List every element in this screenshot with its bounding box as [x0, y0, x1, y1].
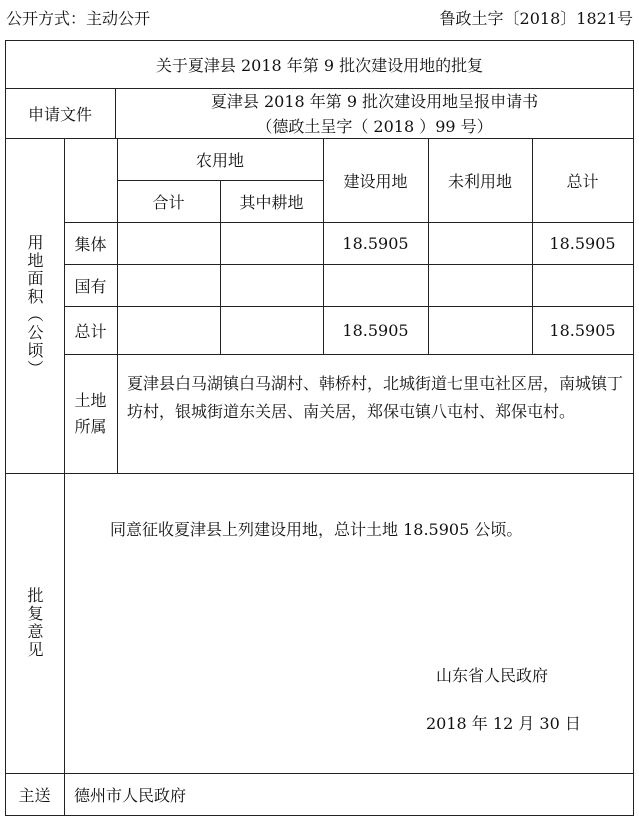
issuer-name: 山东省人民政府 — [436, 666, 549, 685]
cell-cultivated — [220, 222, 323, 264]
cell-total: 18.5905 — [549, 233, 616, 253]
public-mode-label: 公开方式：主动公开 — [6, 9, 151, 28]
land-belong-text: 夏津县白马湖镇白马湖村、韩桥村，北城街道七里屯社区居，南城镇丁坊村，银城街道东关居、南关居，郑保屯镇八屯村、郑保屯村。 — [127, 374, 624, 421]
application-number: （德政土呈字（ 2018 ）99 号） — [256, 117, 493, 136]
document-number: 鲁政土字〔2018〕1821号 — [439, 9, 633, 28]
cell-construction: 18.5905 — [342, 233, 409, 253]
cell-construction — [323, 264, 428, 306]
cell-unused — [428, 306, 532, 354]
land-area-label: 用地面积（公顷） — [25, 233, 44, 378]
land-belong-label: 土地所属 — [74, 390, 107, 436]
cell-total: 18.5905 — [549, 320, 616, 340]
row-name: 国有 — [74, 276, 107, 296]
cell-cultivated — [220, 264, 323, 306]
header-construction: 建设用地 — [343, 171, 408, 191]
header-total: 总计 — [566, 171, 599, 191]
row-name: 集体 — [74, 234, 107, 254]
document-title: 关于夏津县 2018 年第 9 批次建设用地的批复 — [155, 55, 484, 75]
approval-text: 同意征收夏津县上列建设用地，总计土地 18.5905 公顷。 — [110, 520, 523, 539]
cell-subtotal — [117, 264, 220, 306]
send-to-label: 主送 — [18, 785, 51, 805]
cell-unused — [428, 264, 532, 306]
header-cultivated: 其中耕地 — [239, 192, 304, 212]
approval-content — [64, 473, 633, 773]
cell-construction: 18.5905 — [342, 320, 409, 340]
header-unused: 未利用地 — [447, 171, 512, 191]
cell-subtotal — [117, 306, 220, 354]
cell-subtotal — [117, 222, 220, 264]
cell-cultivated — [220, 306, 323, 354]
application-label: 申请文件 — [27, 104, 92, 124]
approval-date: 2018 年 12 月 30 日 — [426, 714, 581, 733]
cell-unused — [428, 222, 532, 264]
document-header — [4, 6, 635, 28]
application-content — [115, 88, 634, 138]
application-title: 夏津县 2018 年第 9 批次建设用地呈报申请书 — [210, 92, 539, 111]
row-name: 总计 — [74, 321, 107, 341]
cell-total — [532, 264, 633, 306]
header-subtotal: 合计 — [152, 192, 185, 212]
send-to-value: 德州市人民政府 — [74, 785, 187, 805]
header-farmland: 农用地 — [195, 150, 244, 170]
approval-label: 批复意见 — [25, 587, 44, 659]
